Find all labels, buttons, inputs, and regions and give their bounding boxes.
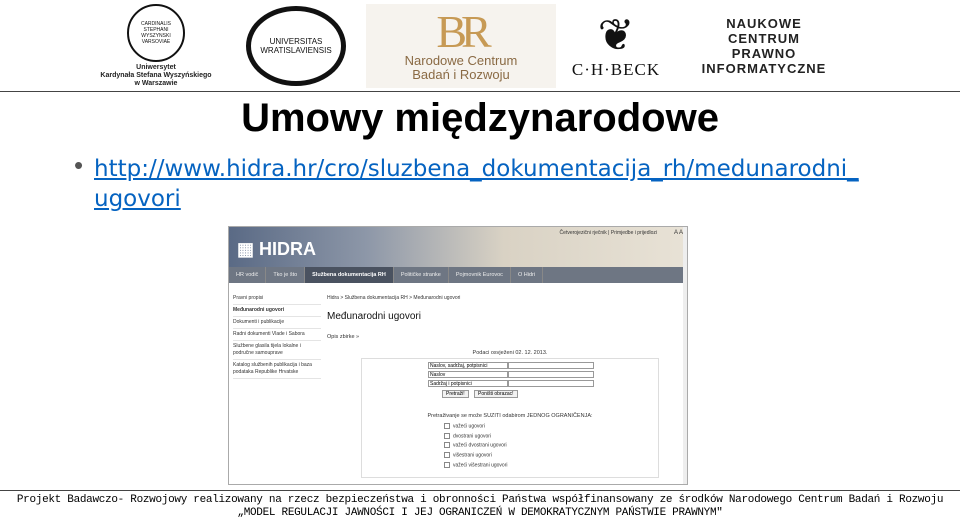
text-size-toggle[interactable]: A A (673, 230, 683, 236)
hidra-screenshot (228, 226, 688, 485)
filter-note: Pretraživanje se može SUZITI odabirom JEDNOG OGRANIČENJA: (427, 413, 593, 419)
ncbr-name: Narodowe Centrum Badań i Rozwoju (404, 53, 518, 82)
nav-politicke-stranke[interactable]: Političke stranke (394, 267, 449, 283)
uwr-seal-icon: UNIVERSITAS WRATISLAVIENSIS (246, 6, 346, 86)
hidra-nav (229, 267, 687, 283)
header-divider (0, 91, 960, 92)
scrollbar[interactable] (683, 227, 687, 484)
nav-pojmovnik-eurovoc[interactable]: Pojmovnik Eurovoc (449, 267, 511, 283)
uwr-logo (244, 4, 348, 88)
hidra-logo: ▦ HIDRA (237, 239, 317, 259)
sidebar-item-radni-dokumenti[interactable]: Radni dokumenti Vlade i Sabora (233, 329, 321, 341)
option-vazeci-visestrani[interactable]: važeći višestrani ugovori (444, 462, 507, 468)
option-visestrani[interactable]: višestrani ugovori (444, 452, 492, 458)
sidebar-item-medunarodni-ugovori[interactable]: Međunarodni ugovori (233, 305, 321, 317)
hidra-sidebar (233, 293, 321, 379)
opis-zbirke-link[interactable]: Opis zbirke » (327, 334, 360, 340)
hidra-link[interactable]: http://www.hidra.hr/cro/sluzbena_dokumentacija_rh/medunarodni_ ugovori (94, 156, 859, 212)
checkbox-icon[interactable] (444, 433, 450, 439)
checkbox-icon[interactable] (444, 423, 450, 429)
npi-logo: NAUKOWE CENTRUM PRAWNO INFORMATYCZNE (701, 16, 827, 76)
uksw-seal-icon: CARDINALIS STEPHANI WYSZYNSKI VARSOVIAE (127, 4, 185, 62)
hidra-header (229, 227, 687, 267)
search-input-2[interactable] (508, 371, 594, 378)
search-button[interactable]: Pretraži! (442, 390, 469, 398)
updated-date: Podaci osvježeni 02. 12. 2013. (472, 350, 548, 356)
beck-name: C·H·BECK (571, 60, 661, 79)
search-form (361, 350, 659, 478)
option-dvostrani[interactable]: dvostrani ugovori (444, 433, 491, 439)
field-select-1[interactable]: Naslov, sadržaj, potpisnici (428, 362, 508, 369)
sidebar-item-dokumenti[interactable]: Dokumenti i publikacije (233, 317, 321, 329)
hidra-top-links[interactable]: Četverojezični rječnik | Primjedbe i prijedlozi (559, 230, 657, 236)
bullet-icon: • (74, 150, 84, 180)
nav-hr-vodic[interactable]: HR vodič (229, 267, 266, 283)
nav-sluzbena-dokumentacija[interactable]: Službena dokumentacija RH (305, 267, 394, 283)
beck-logo (568, 4, 664, 88)
option-vazeci-dvostrani[interactable]: važeći dvostrani ugovori (444, 442, 507, 448)
griffin-icon: ❦ (597, 11, 635, 60)
reset-button[interactable]: Poništi obrazac! (474, 390, 518, 398)
checkbox-icon[interactable] (444, 462, 450, 468)
footer-divider (0, 490, 960, 491)
option-vazeci[interactable]: važeći ugovori (444, 423, 485, 429)
checkbox-icon[interactable] (444, 452, 450, 458)
slide-title: Umowy międzynarodowe (241, 96, 719, 140)
field-select-3[interactable]: Sadržaj i potpisnici (428, 380, 508, 387)
footer-line-2: „MODEL REGULACJI JAWNOŚCI I JEJ OGRANICZEŃ W DEMOKRATYCZNYM PAŃSTWIE PRAWNYM" (237, 507, 723, 519)
ncbr-mark-icon: BR (436, 6, 486, 57)
sidebar-item-sluzbena-glasila[interactable]: Službene glasila tijela lokalne i područne samouprave (233, 341, 321, 360)
search-input-1[interactable] (508, 362, 594, 369)
footer-line-1: Projekt Badawczo- Rozwojowy realizowany na rzecz bezpieczeństwa i obronności Państwa współfinansowany ze środków Narodowego Centrum Badań i Rozwoju (16, 494, 944, 506)
search-input-3[interactable] (508, 380, 594, 387)
checkbox-icon[interactable] (444, 442, 450, 448)
breadcrumb[interactable]: Hidra > Službena dokumentacija RH > Međunarodni ugovori (327, 295, 461, 301)
uksw-caption: Uniwersytet Kardynała Stefana Wyszyńskiego w Warszawie (100, 64, 212, 87)
field-select-2[interactable]: Naslov (428, 371, 508, 378)
sidebar-item-katalog[interactable]: Katalog službenih publikacija i baza podataka Republike Hrvatske (233, 360, 321, 379)
page-heading: Međunarodni ugovori (327, 311, 421, 322)
nav-tko-je-sto[interactable]: Tko je što (266, 267, 305, 283)
ncbr-logo (366, 4, 556, 88)
uksw-logo (88, 4, 224, 88)
sidebar-item-pravni-propisi[interactable]: Pravni propisi (233, 293, 321, 305)
nav-o-hidri[interactable]: O Hidri (511, 267, 543, 283)
